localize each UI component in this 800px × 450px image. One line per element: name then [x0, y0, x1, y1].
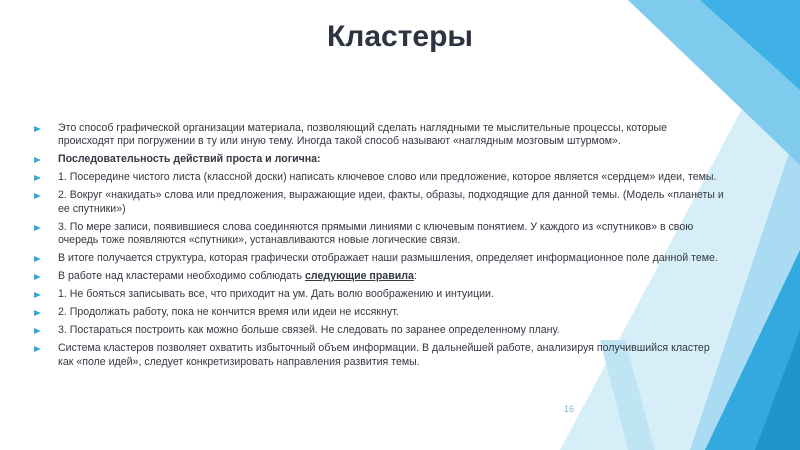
arrow-bullet-icon	[34, 328, 41, 334]
paragraph-text: 1. Не бояться записывать все, что приходит на ум. Дать волю воображению и интуиции.	[58, 288, 494, 301]
paragraph-text: В итоге получается структура, которая графически отображает наши размышления, определяет информационное поле данной теме.	[58, 252, 718, 265]
slide-title: Кластеры	[326, 20, 474, 53]
paragraph-text: 1. Посередине чистого листа (классной доски) написать ключевое слово или предложение, которое является «сердцем» идеи, темы.	[58, 171, 717, 184]
paragraph-text: Последовательность действий проста и логична:	[58, 153, 321, 166]
paragraph-step-1	[34, 171, 724, 184]
arrow-bullet-icon	[34, 225, 41, 231]
paragraph-text: 2. Продолжать работу, пока не кончится время или идеи не иссякнут.	[58, 306, 399, 319]
arrow-bullet-icon	[34, 310, 41, 316]
arrow-bullet-icon	[34, 193, 41, 199]
paragraph-rules-intro	[34, 270, 724, 283]
arrow-bullet-icon	[34, 292, 41, 298]
slide-body	[34, 122, 724, 374]
page-number: 16	[564, 404, 575, 414]
paragraph-step-3	[34, 221, 724, 248]
paragraph-text: Это способ графической организации материала, позволяющий сделать наглядными те мыслительные процессы, которые происходят при погружении в ту или иную тему. Иногда такой способ называют «наглядным мозговым штурмом».	[58, 122, 667, 148]
paragraph-text: 3. По мере записи, появившиеся слова соединяются прямыми линиями с ключевым понятием. У каждого из «спутников» в свою очередь тоже появляются «спутники», устанавливаются новые логические связи.	[58, 220, 694, 247]
paragraph-step-2	[34, 189, 724, 216]
arrow-bullet-icon	[34, 256, 41, 262]
paragraph-rule-3	[34, 324, 724, 337]
paragraph-sequence-heading	[34, 153, 724, 166]
paragraph-text-end: :	[413, 270, 417, 283]
arrow-bullet-icon	[34, 274, 41, 280]
arrow-bullet-icon	[34, 126, 41, 132]
rules-emphasis: следующие правила	[304, 270, 414, 283]
paragraph-text-start: В работе над кластерами необходимо соблюдать	[58, 270, 305, 283]
paragraph-result	[34, 252, 724, 265]
arrow-bullet-icon	[34, 175, 41, 181]
paragraph-conclusion	[34, 342, 724, 369]
paragraph-text: 3. Постараться построить как можно больше связей. Не следовать по заранее определенному плану.	[58, 324, 560, 337]
paragraph-text: Система кластеров позволяет охватить избыточный объем информации. В дальнейшей работе, анализируя получившийся кластер как «поле идей», следует конкретизировать направления развития темы.	[58, 342, 710, 368]
paragraph-rule-2	[34, 306, 724, 319]
arrow-bullet-icon	[34, 346, 41, 352]
paragraph-rule-1	[34, 288, 724, 301]
paragraph-text: 2. Вокруг «накидать» слова или предложения, выражающие идеи, факты, образы, подходящие для данной темы. (Модель «планеты и ее спутники»)	[58, 189, 724, 215]
paragraph-definition	[34, 122, 724, 149]
arrow-bullet-icon	[34, 157, 41, 163]
